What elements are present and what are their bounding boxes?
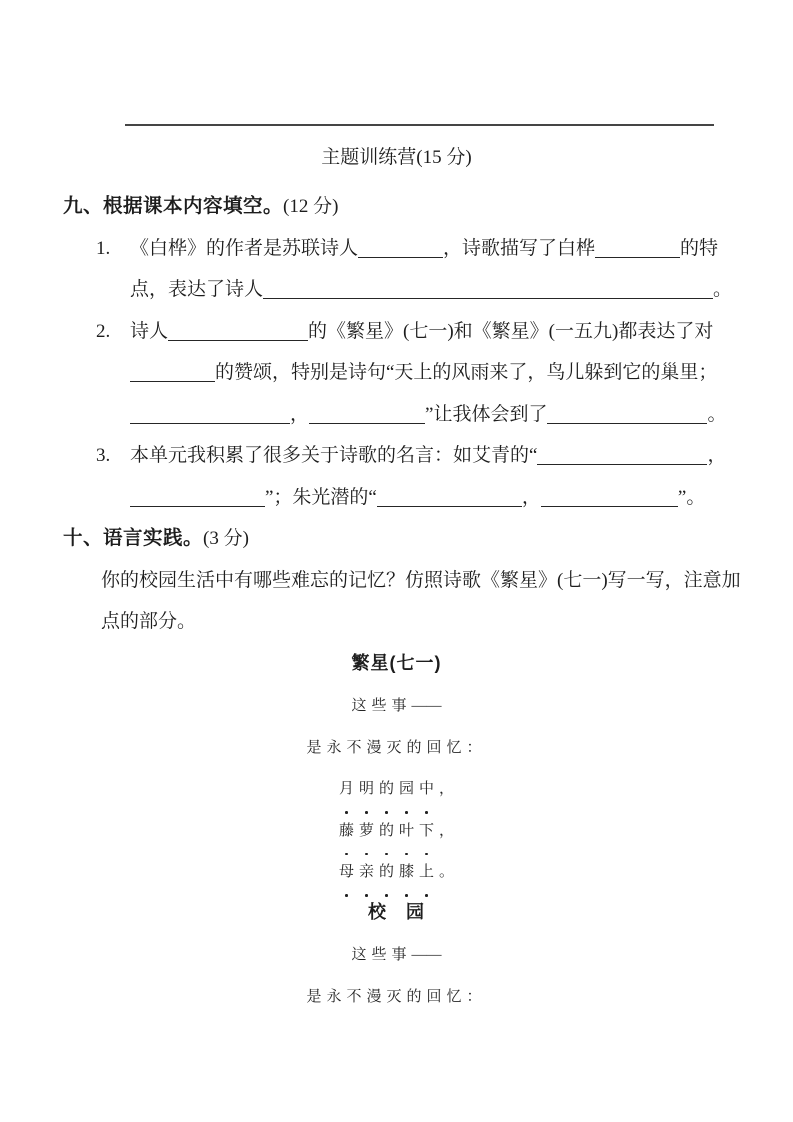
- poem-dotted-line-1: [0, 767, 793, 809]
- answer-blank: [130, 496, 265, 507]
- item-text: 。: [713, 279, 733, 300]
- poem-text: 是永不漫灭的回忆：: [306, 739, 487, 756]
- section-10-heading-row: [0, 518, 793, 560]
- student-poem-line-these-things: [0, 933, 793, 975]
- student-poem-title: 校 园: [368, 901, 425, 922]
- section-9-heading: 九、根据课本内容填空。: [63, 195, 284, 217]
- item-text: ，: [290, 403, 310, 425]
- item-text: ，: [707, 445, 727, 466]
- item-text: 诗人: [130, 320, 169, 342]
- item-text: 。: [707, 403, 727, 425]
- item-number: 2.: [96, 320, 111, 342]
- q10-intro-line2: [0, 601, 793, 643]
- poem-text: 这些事: [351, 698, 412, 714]
- item-number: 3.: [96, 445, 111, 466]
- section-9-heading-row: [0, 186, 793, 228]
- item-text: 《白桦》的作者是苏联诗人: [130, 237, 359, 259]
- intro-text: 你的校园生活中有哪些难忘的记忆？仿照诗歌《繁星》(七一)写一写，注意加: [101, 569, 741, 591]
- student-poem-title-row: [0, 892, 793, 934]
- answer-blank: [358, 247, 443, 258]
- q9-item2-line2: [0, 352, 793, 394]
- item-text: ，: [521, 486, 541, 508]
- student-poem-line-memory: [0, 975, 793, 1017]
- item-text: 的《繁星》(七一)和《繁星》(一五九)都表达了对: [308, 320, 714, 342]
- q9-item1-line2: [0, 269, 793, 311]
- worksheet-body: [0, 186, 793, 1016]
- q9-item3-line2: [0, 477, 793, 519]
- top-divider-line: [125, 124, 714, 126]
- poem-dotted-line-3: [0, 850, 793, 892]
- poem-line-these-things: [0, 684, 793, 726]
- poem-line-memory: [0, 726, 793, 768]
- item-text: 的特: [680, 237, 719, 259]
- answer-blank: [595, 247, 680, 258]
- q9-item2-line1: [0, 311, 793, 353]
- answer-blank: [547, 413, 707, 424]
- section-10-score: (3 分): [203, 528, 249, 549]
- answer-blank: [541, 496, 678, 507]
- item-text: 的赞颂，特别是诗句“天上的风雨来了，鸟儿躲到它的巢里；: [215, 362, 718, 383]
- answer-blank: [130, 371, 215, 382]
- poem-dotted-text: 月 明 的 园 中 ，: [339, 781, 454, 797]
- poem-title-row: [0, 643, 793, 685]
- answer-blank: [377, 496, 522, 507]
- answer-blank: [309, 413, 425, 424]
- q9-item3-line1: [0, 435, 793, 477]
- poem-dash: ——: [411, 947, 442, 963]
- section-10-heading: 十、语言实践。: [63, 527, 204, 549]
- item-text: 本单元我积累了很多关于诗歌的名言：如艾青的“: [130, 445, 538, 466]
- item-number: 1.: [96, 237, 111, 259]
- answer-blank: [537, 454, 707, 465]
- section-9-score: (12 分): [283, 196, 339, 217]
- intro-text: 点的部分。: [101, 611, 197, 632]
- poem-dotted-line-2: [0, 809, 793, 851]
- q9-item2-line3: [0, 394, 793, 436]
- poem-text: 这些事: [351, 947, 412, 963]
- item-text: ，诗歌描写了白桦: [443, 237, 596, 259]
- section-banner: 主题训练营(15 分): [321, 147, 472, 168]
- answer-blank: [168, 330, 308, 341]
- item-text: ”。: [677, 486, 706, 508]
- q9-item1-line1: [0, 228, 793, 270]
- poem-dotted-text: 藤 萝 的 叶 下 ，: [339, 823, 454, 839]
- poem-text: 是永不漫灭的回忆：: [306, 988, 487, 1005]
- q10-intro-line1: [0, 560, 793, 602]
- item-text: ”；朱光潜的“: [265, 486, 377, 508]
- poem-dotted-text: 母 亲 的 膝 上 。: [339, 864, 454, 880]
- item-text: 点，表达了诗人: [130, 279, 264, 300]
- poem-title: 繁星(七一): [351, 652, 442, 673]
- item-text: ”让我体会到了: [425, 403, 548, 425]
- answer-blank: [263, 288, 713, 299]
- poem-dash: ——: [411, 698, 442, 714]
- answer-blank: [130, 413, 290, 424]
